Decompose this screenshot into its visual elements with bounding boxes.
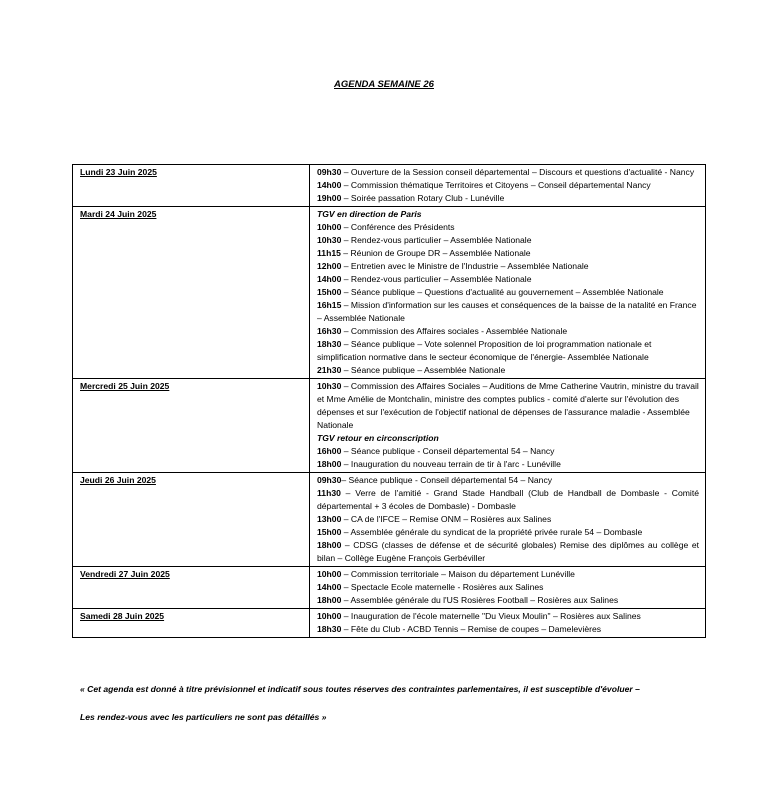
- entry-time: 09h30: [317, 167, 342, 177]
- agenda-entry: [317, 474, 699, 487]
- entry-description: – Réunion de Groupe DR – Assemblée Nationale: [340, 248, 531, 258]
- day-label: Vendredi 27 Juin 2025: [73, 567, 310, 609]
- travel-heading: TGV retour en circonscription: [317, 433, 439, 443]
- entry-description: – Séance publique – Assemblée Nationale: [341, 365, 506, 375]
- agenda-title: AGENDA SEMAINE 26: [334, 79, 434, 90]
- entry-description: – Fête du Club - ACBD Tennis – Remise de coupes – Damelevières: [341, 624, 602, 634]
- entry-description: – CDSG (classes de défense et de sécurité globales) Remise des diplômes au collège et bilan – Collège Eugène François Gerbéviller: [317, 540, 699, 563]
- day-events: [310, 207, 706, 379]
- entry-time: 14h00: [317, 274, 342, 284]
- entry-time: 14h00: [317, 582, 342, 592]
- agenda-day-row: [73, 165, 706, 207]
- entry-description: – Séance publique - Conseil départemental 54 – Nancy: [341, 475, 553, 485]
- agenda-entry: [317, 273, 699, 286]
- agenda-entry: [317, 526, 699, 539]
- agenda-entry: [317, 458, 699, 471]
- entry-description: – Verre de l'amitié - Grand Stade Handball (Club de Handball de Dombasle - Comité départemental + 3 écoles de Dombasle) - Dombasle: [317, 488, 699, 511]
- agenda-table: [72, 164, 706, 638]
- agenda-entry: [317, 338, 699, 364]
- agenda-entry: [317, 299, 699, 325]
- agenda-entry: [317, 594, 699, 607]
- day-events: [310, 379, 706, 473]
- entry-description: – Séance publique - Conseil départemental 54 – Nancy: [341, 446, 555, 456]
- entry-time: 15h00: [317, 527, 342, 537]
- entry-description: – Commission thématique Territoires et Citoyens – Conseil départemental Nancy: [341, 180, 651, 190]
- entry-description: – Assemblée générale du syndicat de la propriété privée rurale 54 – Dombasle: [341, 527, 643, 537]
- footer-note: Les rendez-vous avec les particuliers ne sont pas détaillés »: [80, 712, 327, 722]
- entry-description: – Séance publique – Vote solennel Proposition de loi programmation nationale et simplification normative dans le secteur économique de l'énergie- Assemblée Nationale: [317, 339, 652, 362]
- entry-time: 18h30: [317, 624, 342, 634]
- entry-description: – Rendez-vous particulier – Assemblée Nationale: [341, 235, 532, 245]
- entry-time: 10h00: [317, 569, 342, 579]
- agenda-entry: [317, 568, 699, 581]
- agenda-day-row: [73, 207, 706, 379]
- agenda-entry: [317, 445, 699, 458]
- entry-description: – Rendez-vous particulier – Assemblée Nationale: [341, 274, 532, 284]
- entry-time: 18h00: [317, 540, 342, 550]
- agenda-entry: [317, 179, 699, 192]
- agenda-entry: [317, 192, 699, 205]
- day-events: [310, 165, 706, 207]
- entry-description: – Inauguration du nouveau terrain de tir à l'arc - Lunéville: [341, 459, 561, 469]
- agenda-entry: [317, 166, 699, 179]
- entry-time: 18h00: [317, 595, 342, 605]
- agenda-entry: [317, 610, 699, 623]
- day-label: Lundi 23 Juin 2025: [73, 165, 310, 207]
- entry-time: 16h30: [317, 326, 342, 336]
- day-label: Mardi 24 Juin 2025: [73, 207, 310, 379]
- footer-disclaimer: « Cet agenda est donné à titre prévisionnel et indicatif sous toutes réserves des contraintes parlementaires, il est susceptible d'évoluer –: [80, 684, 640, 694]
- entry-time: 16h15: [317, 300, 342, 310]
- entry-time: 18h00: [317, 459, 342, 469]
- entry-description: – Séance publique – Questions d'actualité au gouvernement – Assemblée Nationale: [341, 287, 664, 297]
- entry-time: 15h00: [317, 287, 342, 297]
- entry-description: – Soirée passation Rotary Club - Lunéville: [341, 193, 505, 203]
- entry-description: – Spectacle Ecole maternelle - Rosières aux Salines: [341, 582, 544, 592]
- entry-time: 10h30: [317, 235, 342, 245]
- entry-description: – Ouverture de la Session conseil départemental – Discours et questions d'actualité - Nancy: [341, 167, 695, 177]
- agenda-entry: [317, 260, 699, 273]
- entry-time: 11h15: [317, 248, 341, 258]
- entry-description: – Conférence des Présidents: [341, 222, 455, 232]
- entry-time: 18h30: [317, 339, 342, 349]
- agenda-day-row: [73, 609, 706, 638]
- agenda-entry: [317, 623, 699, 636]
- entry-time: 13h00: [317, 514, 342, 524]
- entry-time: 21h30: [317, 365, 342, 375]
- entry-description: – CA de l'IFCE – Remise ONM – Rosières aux Salines: [341, 514, 552, 524]
- day-label: Samedi 28 Juin 2025: [73, 609, 310, 638]
- entry-time: 19h00: [317, 193, 342, 203]
- entry-description: – Assemblée générale du l'US Rosières Football – Rosières aux Salines: [341, 595, 619, 605]
- agenda-entry: [317, 234, 699, 247]
- entry-time: 10h00: [317, 611, 342, 621]
- entry-time: 14h00: [317, 180, 342, 190]
- agenda-day-row: [73, 473, 706, 567]
- entry-description: – Entretien avec le Ministre de l'Industrie – Assemblée Nationale: [341, 261, 589, 271]
- day-label: Jeudi 26 Juin 2025: [73, 473, 310, 567]
- entry-description: – Commission territoriale – Maison du département Lunéville: [341, 569, 575, 579]
- agenda-entry: [317, 364, 699, 377]
- entry-description: – Commission des Affaires Sociales – Auditions de Mme Catherine Vautrin, ministre du travail et Mme Amélie de Montchalin, ministre des comptes publics - comité d'alerte sur l'évolution des dépenses et sur l'exécution de l'objectif national de dépenses de l'assurance maladie - Assemblée Nationale: [317, 381, 699, 430]
- agenda-entry: [317, 221, 699, 234]
- entry-time: 09h30: [317, 475, 342, 485]
- agenda-entry: [317, 380, 699, 432]
- agenda-entry: [317, 325, 699, 338]
- agenda-entry: [317, 247, 699, 260]
- agenda-day-row: [73, 379, 706, 473]
- day-events: [310, 473, 706, 567]
- day-events: [310, 609, 706, 638]
- entry-description: – Inauguration de l'école maternelle "Du Vieux Moulin" – Rosières aux Salines: [341, 611, 641, 621]
- agenda-entry: [317, 286, 699, 299]
- travel-heading: TGV en direction de Paris: [317, 209, 422, 219]
- entry-time: 12h00: [317, 261, 342, 271]
- agenda-entry: [317, 513, 699, 526]
- agenda-day-row: [73, 567, 706, 609]
- entry-description: – Mission d'information sur les causes et conséquences de la baisse de la natalité en France – Assemblée Nationale: [317, 300, 697, 323]
- entry-time: 11h30: [317, 488, 341, 498]
- entry-description: – Commission des Affaires sociales - Assemblée Nationale: [341, 326, 568, 336]
- entry-time: 10h00: [317, 222, 342, 232]
- entry-time: 10h30: [317, 381, 342, 391]
- day-label: Mercredi 25 Juin 2025: [73, 379, 310, 473]
- day-events: [310, 567, 706, 609]
- entry-time: 16h00: [317, 446, 342, 456]
- agenda-entry: [317, 487, 699, 513]
- agenda-entry: [317, 581, 699, 594]
- agenda-entry: [317, 539, 699, 565]
